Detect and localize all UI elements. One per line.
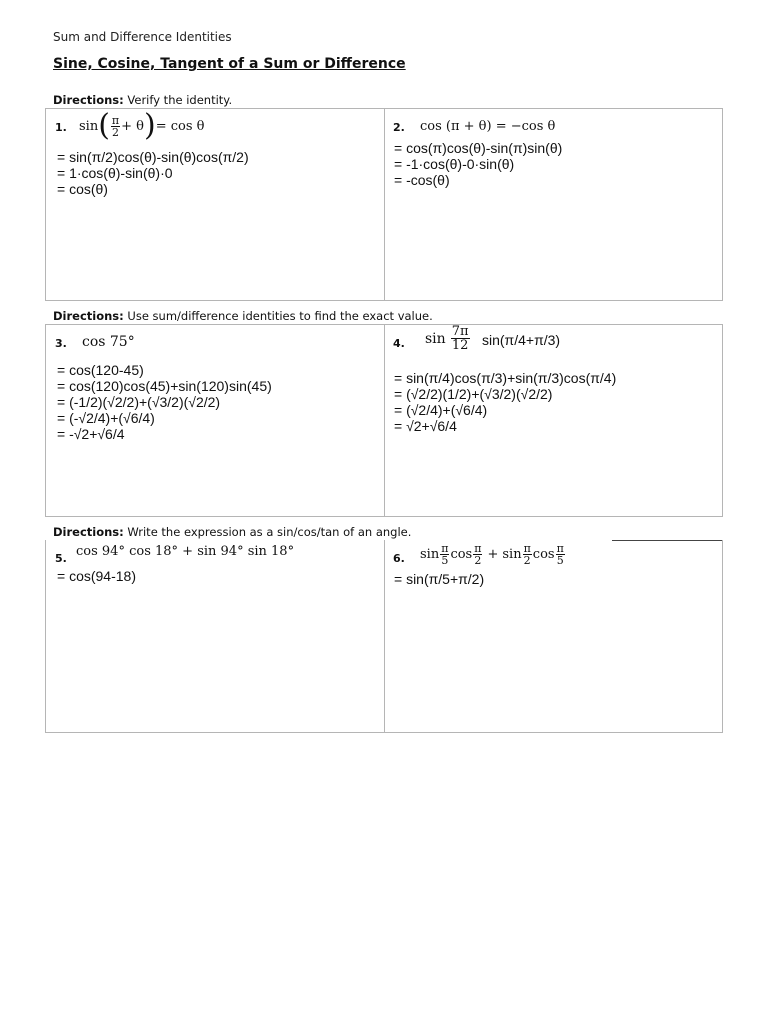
problem-4-work: [394, 370, 616, 434]
paren-close: ): [144, 108, 156, 143]
frac-den: 2: [474, 554, 482, 567]
problem-number-2: 2.: [393, 121, 405, 134]
problem-5-work: [57, 568, 136, 584]
work-line: = √2+√6/4: [394, 418, 457, 434]
work-line: = 1·cos(θ)-sin(θ)·0: [57, 165, 173, 181]
problem-1-work: [57, 149, 249, 197]
work-line: = -cos(θ): [394, 172, 450, 188]
problem-grid-2: [45, 324, 723, 517]
fraction: [440, 543, 449, 566]
problem-2-work: [394, 140, 562, 188]
work-line: = sin(π/5+π/2): [394, 571, 485, 587]
directions-label: Directions:: [53, 525, 124, 539]
directions-2: [53, 309, 433, 323]
cell-divider: [384, 325, 385, 516]
problem-number-5: 5.: [55, 552, 67, 565]
work-line: = cos(π)cos(θ)-sin(π)sin(θ): [394, 140, 563, 156]
work-line: = -1·cos(θ)-0·sin(θ): [394, 156, 515, 172]
frac-den: 5: [441, 554, 449, 567]
frac-den: 5: [556, 554, 564, 567]
work-line: = cos(94-18): [57, 568, 136, 584]
frac-num: π: [441, 542, 449, 555]
frac-num: π: [111, 113, 120, 127]
fraction: [111, 115, 120, 138]
problem-4-expression: [425, 325, 471, 352]
worksheet-subtitle: Sum and Difference Identities: [53, 30, 232, 44]
frac-num: 7π: [451, 324, 469, 339]
work-line: = cos(120)cos(45)+sin(120)sin(45): [57, 378, 272, 394]
func: sin: [425, 330, 446, 347]
problem-3-work: [57, 362, 272, 442]
fraction: [473, 543, 482, 566]
lhs-rest: + θ: [121, 118, 145, 134]
frac-num: π: [523, 542, 531, 555]
problem-number-3: 3.: [55, 337, 67, 350]
frac-num: π: [556, 542, 564, 555]
problem-6-expression: [420, 543, 566, 566]
directions-label: Directions:: [53, 93, 124, 107]
problem-3-expression: cos 75°: [82, 334, 135, 350]
frac-den: 2: [523, 554, 531, 567]
directions-text: Verify the identity.: [123, 93, 233, 107]
work-line: = (-1/2)(√2/2)+(√3/2)(√2/2): [57, 394, 221, 410]
func: sin: [79, 118, 99, 134]
paren-open: (: [98, 108, 110, 143]
work-line: = (√2/4)+(√6/4): [394, 402, 488, 418]
fraction: [523, 543, 532, 566]
work-line: = cos(120-45): [57, 362, 144, 378]
problem-2-expression: cos (π + θ) = −cos θ: [420, 119, 556, 134]
rhs: = cos θ: [155, 118, 205, 134]
plus-sign: +: [487, 547, 499, 562]
cell-divider: [384, 540, 385, 732]
cell-divider: [384, 109, 385, 300]
directions-text: Use sum/difference identities to find the exact value.: [123, 309, 433, 323]
problem-number-1: 1.: [55, 121, 67, 134]
func: sin: [502, 547, 522, 562]
fraction: [556, 543, 565, 566]
problem-grid-1: [45, 108, 723, 301]
func: cos: [450, 547, 473, 562]
problem-5-expression: cos 94° cos 18° + sin 94° sin 18°: [76, 544, 295, 559]
problem-4-side-note: sin(π/4+π/3): [482, 332, 561, 348]
func: cos: [532, 547, 555, 562]
directions-1: [53, 93, 232, 107]
work-line: = sin(π/2)cos(θ)-sin(θ)cos(π/2): [57, 149, 249, 165]
work-line: = -√2+√6/4: [57, 426, 125, 442]
func: sin: [420, 547, 440, 562]
problem-6-work: [394, 571, 484, 587]
problem-grid-3: [45, 540, 723, 733]
work-line: = (-√2/4)+(√6/4): [57, 410, 155, 426]
worksheet-title: Sine, Cosine, Tangent of a Sum or Difference: [53, 56, 406, 72]
problem-number-6: 6.: [393, 552, 405, 565]
directions-text: Write the expression as a sin/cos/tan of an angle.: [123, 525, 412, 539]
fraction: [451, 325, 470, 352]
problem-number-4: 4.: [393, 337, 405, 350]
frac-den: 12: [451, 338, 469, 353]
directions-3: [53, 525, 411, 539]
frac-num: π: [474, 542, 482, 555]
directions-label: Directions:: [53, 309, 124, 323]
frac-den: 2: [112, 125, 120, 139]
work-line: = cos(θ): [57, 181, 108, 197]
problem-1-expression: [79, 108, 205, 143]
work-line: = (√2/2)(1/2)+(√3/2)(√2/2): [394, 386, 553, 402]
work-line: = sin(π/4)cos(π/3)+sin(π/3)cos(π/4): [394, 370, 617, 386]
